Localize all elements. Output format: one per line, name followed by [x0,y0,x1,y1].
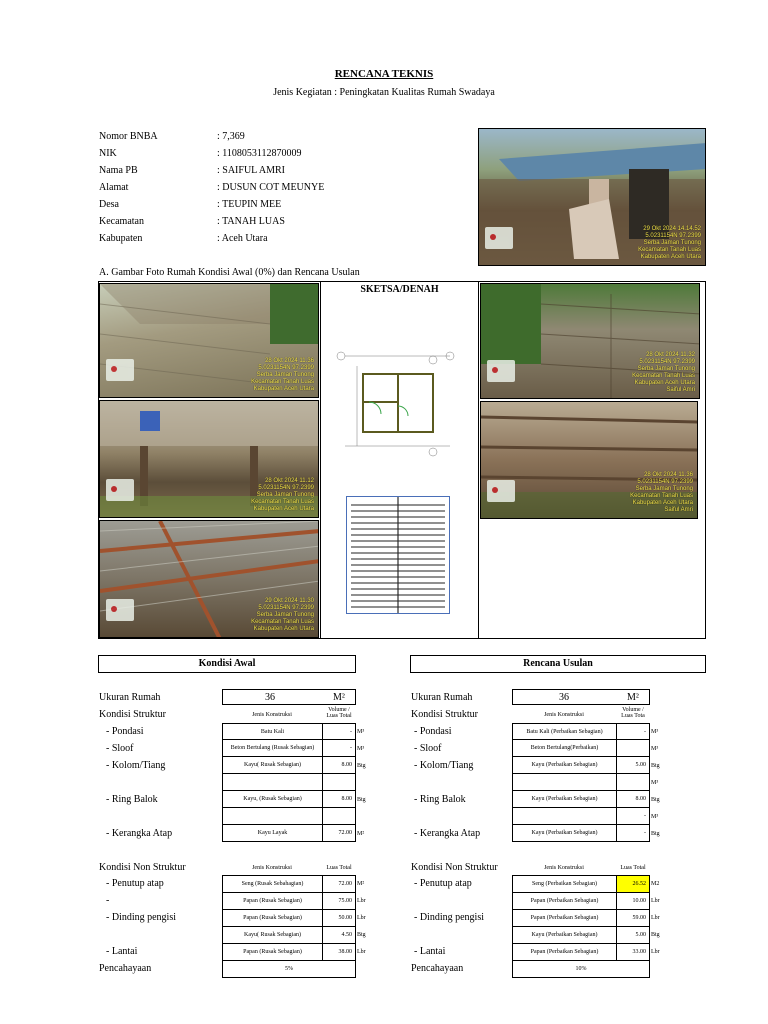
row-label-lantai: - Lantai [106,946,138,957]
cell-volume: - [322,723,356,740]
cell-volume: 10.00 [616,892,650,910]
cell-unit: Btg [651,932,660,938]
cell-volume: 59.00 [616,909,650,927]
row-label-dinding-pengisi: - Dinding pengisi [414,912,484,923]
house-photo-floor-beams [480,401,698,519]
cell-empty [222,773,323,791]
cell-jenis: Papan (Rusak Sebagian) [222,892,323,910]
cell-unit: Btg [651,797,660,803]
cell-empty [512,773,617,791]
floor-plan-diagram [335,346,461,458]
cell-empty [322,773,356,791]
ukuran-rumah-label: Ukuran Rumah [99,692,161,703]
cell-volume: 33.00 [616,943,650,961]
row-label-penutup-atap: - Penutup atap [414,878,472,889]
material-table-thumbnail [346,496,450,614]
info-label-alamat: Alamat [99,182,129,193]
info-value-alamat: : DUSUN COT MEUNYE [217,182,325,193]
ukuran-rumah-box [222,689,356,705]
pencahayaan-label: Pencahayaan [411,963,464,974]
cell-jenis: Seng (Perbaikan Sebagian) [512,875,617,893]
cell-volume: 4.50 [322,926,356,944]
house-photo-roof [99,520,319,638]
logo-icon [106,479,134,501]
cell-empty [616,773,650,791]
row-label-kolom: - Kolom/Tiang [106,760,166,771]
cell-unit: Btg [651,763,660,769]
cell-empty [322,807,356,825]
row-label-pondasi: - Pondasi [106,726,144,737]
col-luas-header: Luas Total [326,865,352,871]
cell-volume: 38.00 [322,943,356,961]
ukuran-rumah-value: 36 [559,691,569,703]
info-value-kabupaten: : Aceh Utara [217,233,268,244]
kondisi-struktur-label: Kondisi Struktur [411,709,478,720]
cell-unit: Lbr [357,949,366,955]
cell-unit: M³ [651,729,659,735]
cell-volume: - [322,739,356,757]
cell-jenis: Kayu, (Rusak Sebagian) [222,790,323,808]
cell-unit: M² [357,881,365,887]
cell-jenis: Kayu (Perbaikan Sebagian) [512,756,617,774]
cell-unit: Btg [357,932,366,938]
cell-volume: 8.00 [322,756,356,774]
cell-volume-highlighted: 26.52 [616,875,650,893]
cell-empty [512,807,617,825]
ukuran-rumah-unit: M² [333,691,345,703]
info-value-bnba: : 7,369 [217,131,245,142]
grid-divider [478,281,479,639]
col-luas-header: Luas Total [620,865,646,871]
row-label-ring-balok: - Ring Balok [106,794,158,805]
cell-jenis: Kayu( Rusak Sebagian) [222,756,323,774]
cell-empty [222,807,323,825]
cell-jenis: Seng (Rusak Sebahagian) [222,875,323,893]
page-subtitle: Jenis Kegiatan : Peningkatan Kualitas Rumah Swadaya [273,87,495,98]
kondisi-non-struktur-label: Kondisi Non Struktur [99,862,186,873]
photo-stamp: 28 Okt 2024 11.36 5.0231154N 97.2399 Serba Jaman Tunong Kecamatan Tanah Luas Kabupaten Aceh Utara [251,358,314,392]
logo-icon [487,480,515,502]
cell-volume: 5.00 [616,926,650,944]
logo-icon [106,599,134,621]
kondisi-struktur-label: Kondisi Struktur [99,709,166,720]
cell-jenis: Batu Kali (Perbaikan Sebagian) [512,723,617,740]
cell-jenis: Beton Bertulang(Perbaikan) [512,739,617,757]
logo-icon [487,360,515,382]
house-photo-front [478,128,706,266]
info-label-desa: Desa [99,199,119,210]
cell-jenis: Papan (Rusak Sebagian) [222,909,323,927]
cell-jenis: Kayu( Rusak Sebagian) [222,926,323,944]
cell-unit: Lbr [357,915,366,921]
cell-unit: M³ [651,814,659,820]
cell-jenis: Beton Bertulang (Rusak Sebagian) [222,739,323,757]
row-label-dash: - [106,895,110,906]
photo-stamp: 28 Okt 2024 11.12 5.0231154N 97.2399 Serba Jaman Tunong Kecamatan Tanah Luas Kabupaten Aceh Utara [251,478,314,512]
cell-volume: 8.00 [322,790,356,808]
cell-unit: M³ [357,729,365,735]
col-volume-header: Volume / Luas Total [326,707,352,719]
col-jenis-header: Jenis Konstruksi [544,865,584,871]
cell-unit: Btg [357,797,366,803]
info-label-nama: Nama PB [99,165,138,176]
pencahayaan-value: 10% [512,960,650,978]
info-label-nik: NIK [99,148,117,159]
house-photo-wall [99,283,319,398]
cell-unit: M³ [651,780,659,786]
cell-volume: 72.00 [322,824,356,842]
col-jenis-header: Jenis Konstruksi [252,865,292,871]
cell-unit: M³ [651,746,659,752]
cell-jenis: Kayu Layak [222,824,323,842]
row-label-dinding-pengisi: - Dinding pengisi [106,912,176,923]
logo-icon [106,359,134,381]
pencahayaan-label: Pencahayaan [99,963,152,974]
cell-volume: - [616,807,650,825]
info-value-desa: : TEUPIN MEE [217,199,282,210]
cell-jenis: Papan (Perbaikan Sebagian) [512,909,617,927]
cell-volume: 72.00 [322,875,356,893]
ukuran-rumah-box [512,689,650,705]
row-label-sloof: - Sloof [106,743,134,754]
cell-jenis: Kayu (Perbaikan Sebagian) [512,824,617,842]
logo-icon [485,227,513,249]
info-label-bnba: Nomor BNBA [99,131,158,142]
ukuran-rumah-value: 36 [265,691,275,703]
cell-volume: 50.00 [322,909,356,927]
page-title: RENCANA TEKNIS [334,68,434,80]
cell-unit: Lbr [651,898,660,904]
cell-jenis: Papan (Perbaikan Sebagian) [512,943,617,961]
cell-volume: - [616,824,650,842]
cell-unit: M² [357,831,365,837]
kondisi-non-struktur-label: Kondisi Non Struktur [411,862,498,873]
ukuran-rumah-label: Ukuran Rumah [411,692,473,703]
cell-unit: Lbr [651,915,660,921]
photo-stamp: 28 Okt 2024 11.32 5.0231154N 97.2399 Serba Jaman Tunong Kecamatan Tanah Luas Kabupaten Aceh Utara Saiful Amri [632,352,695,393]
cell-jenis: Kayu (Perbaikan Sebagian) [512,926,617,944]
cell-volume: 8.00 [616,790,650,808]
section-a-title: A. Gambar Foto Rumah Kondisi Awal (0%) dan Rencana Usulan [99,267,360,278]
cell-jenis: Papan (Perbaikan Sebagian) [512,892,617,910]
cell-unit: Btg [357,763,366,769]
info-label-kecamatan: Kecamatan [99,216,144,227]
info-value-nik: : 1108053112870009 [217,148,302,159]
ukuran-rumah-unit: M² [627,691,639,703]
kondisi-awal-heading: Kondisi Awal [98,655,356,673]
row-label-kolom: - Kolom/Tiang [414,760,474,771]
pencahayaan-value: 5% [222,960,356,978]
cell-jenis: Papan (Rusak Sebagian) [222,943,323,961]
cell-unit: M³ [357,746,365,752]
cell-unit: Lbr [357,898,366,904]
house-photo-underside [99,400,319,518]
photo-stamp: 29 Okt 2024 11.30 5.0231154N 97.2399 Serba Jaman Tunong Kecamatan Tanah Luas Kabupaten Aceh Utara [251,598,314,632]
cell-unit: M2 [651,881,660,887]
info-label-kabupaten: Kabupaten [99,233,143,244]
cell-volume [616,739,650,757]
row-label-penutup-atap: - Penutup atap [106,878,164,889]
col-jenis-header: Jenis Konstruksi [252,712,292,718]
row-label-kerangka-atap: - Kerangka Atap [106,828,173,839]
row-label-pondasi: - Pondasi [414,726,452,737]
photo-stamp: 28 Okt 2024 11.36 5.0231154N 97.2399 Serba Jaman Tunong Kecamatan Tanah Luas Kabupaten Aceh Utara Saiful Amri [630,472,693,513]
col-volume-header: Volume / Luas Tota [621,707,645,719]
cell-unit: Lbr [651,949,660,955]
cell-volume: 75.00 [322,892,356,910]
row-label-sloof: - Sloof [414,743,442,754]
info-value-nama: : SAIFUL AMRI [217,165,285,176]
cell-volume: 5.00 [616,756,650,774]
cell-volume: - [616,723,650,740]
cell-jenis: Kayu (Perbaikan Sebagian) [512,790,617,808]
sketch-title: SKETSA/DENAH [360,284,439,295]
rencana-usulan-heading: Rencana Usulan [410,655,706,673]
cell-jenis: Batu Kali [222,723,323,740]
grid-divider [320,281,321,639]
row-label-kerangka-atap: - Kerangka Atap [414,828,481,839]
row-label-ring-balok: - Ring Balok [414,794,466,805]
cell-unit: Btg [651,831,660,837]
photo-stamp: 29 Okt 2024 14.14.52 5.0231154N 97.2399 Serba Jaman Tunong Kecamatan Tanah Luas Kabupaten Aceh Utara [638,226,701,260]
house-photo-side [480,283,700,399]
info-value-kecamatan: : TANAH LUAS [217,216,285,227]
row-label-lantai: - Lantai [414,946,446,957]
col-jenis-header: Jenis Konstruksi [544,712,584,718]
